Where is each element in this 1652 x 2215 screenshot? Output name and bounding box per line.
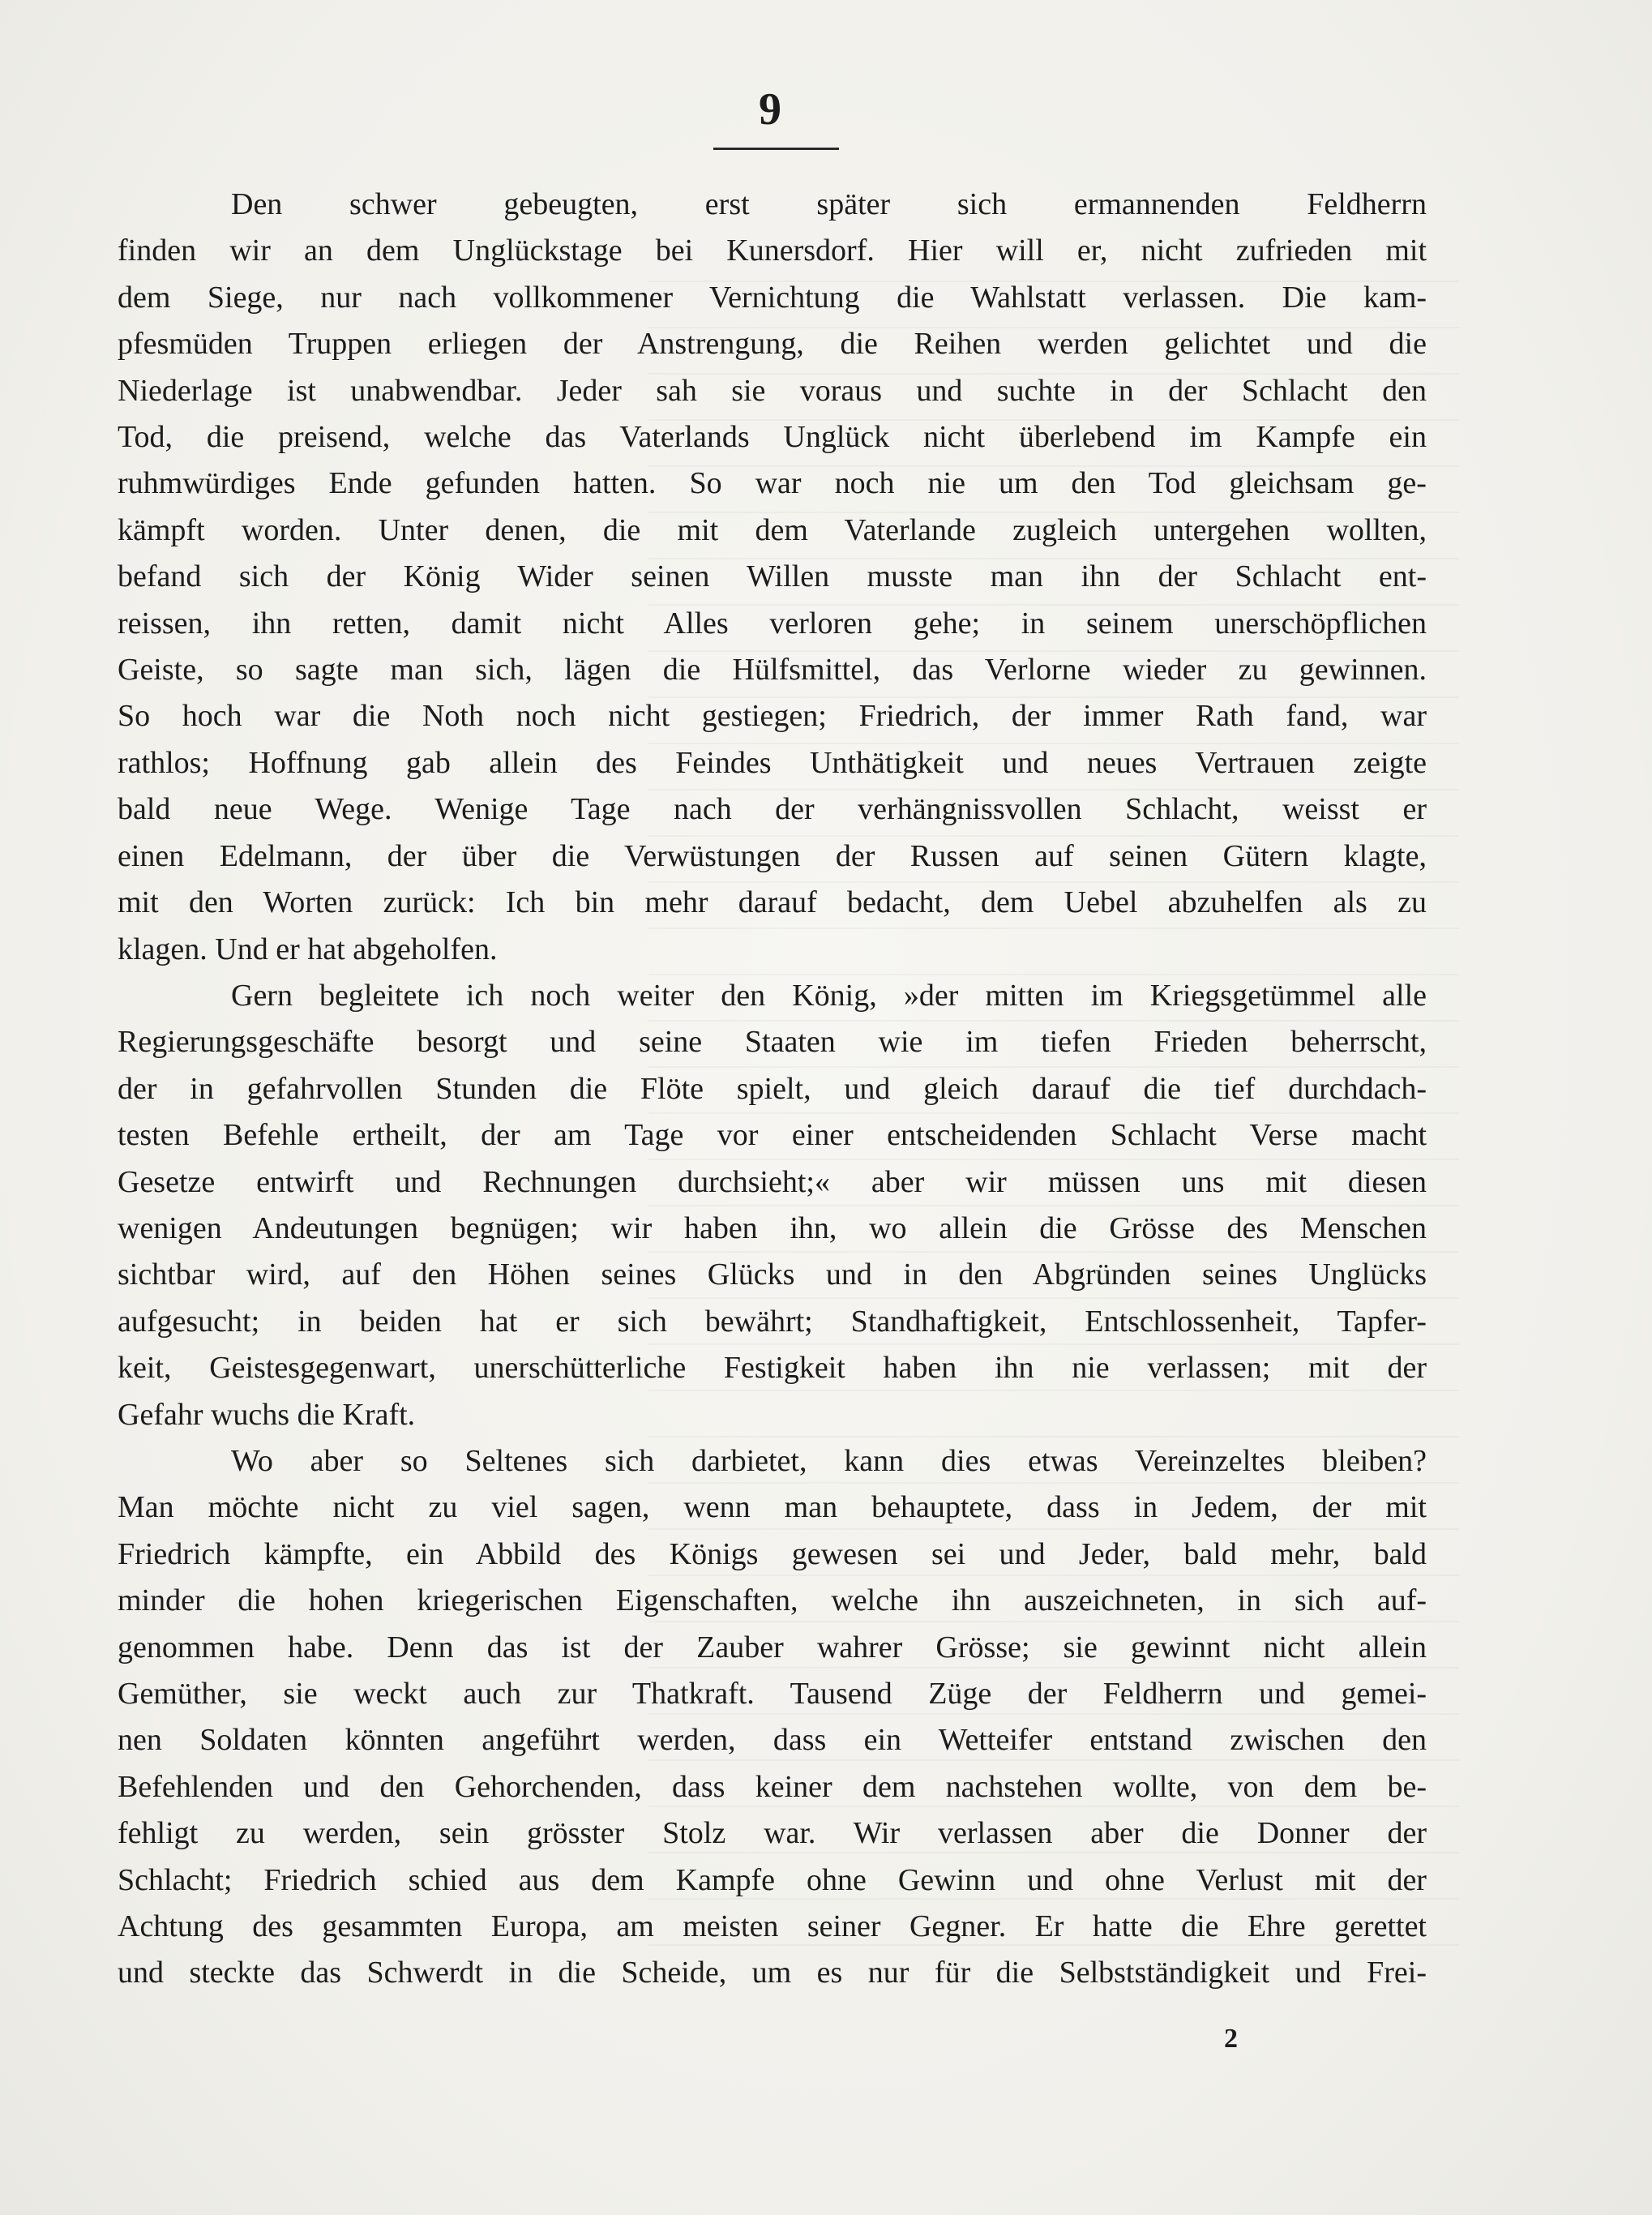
text-line: einen Edelmann, der über die Verwüstungen der Russen auf seinen Gütern klagte, xyxy=(118,838,1427,873)
text-line: keit, Geistesgegenwart, unerschütterliche Festigkeit haben ihn nie verlassen; mit der xyxy=(118,1351,1427,1386)
text-line: aufgesucht; in beiden hat er sich bewährt; Standhaftigkeit, Entschlossenheit, Tapfer- xyxy=(118,1304,1427,1339)
text-line: kämpft worden. Unter denen, die mit dem Vaterlande zugleich untergehen wollten, xyxy=(118,512,1427,547)
header-rule xyxy=(713,148,839,150)
text-line: Schlacht; Friedrich schied aus dem Kampfe ohne Gewinn und ohne Verlust mit der xyxy=(118,1862,1427,1897)
text-line: pfesmüden Truppen erliegen der Anstrengung, die Reihen werden gelichtet und die xyxy=(118,327,1427,362)
text-line: Befehlenden und den Gehorchenden, dass keiner dem nachstehen wollte, von dem be- xyxy=(118,1769,1427,1804)
text-line: fehligt zu werden, sein grösster Stolz war. Wir verlassen aber die Donner der xyxy=(118,1816,1427,1851)
text-line: klagen. Und er hat abgeholfen. xyxy=(118,932,498,966)
paragraph-1 xyxy=(118,182,1427,973)
text-line: ruhmwürdiges Ende gefunden hatten. So war noch nie um den Tod gleichsam ge- xyxy=(118,466,1427,501)
text-line: Regierungsgeschäfte besorgt und seine Staaten wie im tiefen Frieden beherrscht, xyxy=(118,1025,1427,1060)
paragraph-3 xyxy=(118,1438,1427,1997)
text-line: Gefahr wuchs die Kraft. xyxy=(118,1397,416,1432)
text-line: Den schwer gebeugten, erst später sich ermannenden Feldherrn xyxy=(231,187,1427,221)
text-line: dem Siege, nur nach vollkommener Vernichtung die Wahlstatt verlassen. Die kam- xyxy=(118,280,1427,315)
text-line: Gern begleitete ich noch weiter den König, »der mitten im Kriegsgetümmel alle xyxy=(231,978,1427,1013)
text-line: Geiste, so sagte man sich, lägen die Hülfsmittel, das Verlorne wieder zu gewinnen. xyxy=(118,653,1427,688)
page-number: 9 xyxy=(759,84,781,135)
text-line: Gemüther, sie weckt auch zur Thatkraft. Tausend Züge der Feldherrn und gemei- xyxy=(118,1677,1427,1711)
text-line: Friedrich kämpfte, ein Abbild des Königs gewesen sei und Jeder, bald mehr, bald xyxy=(118,1536,1427,1571)
signature-mark: 2 xyxy=(1224,2024,1238,2054)
text-line: nen Soldaten könnten angeführt werden, dass ein Wetteifer entstand zwischen den xyxy=(118,1723,1427,1758)
text-line: Tod, die preisend, welche das Vaterlands Unglück nicht überlebend im Kampfe ein xyxy=(118,420,1427,455)
body-text xyxy=(118,182,1427,1997)
text-line: sichtbar wird, auf den Höhen seines Glücks und in den Abgründen seines Unglücks xyxy=(118,1257,1427,1292)
text-line: minder die hohen kriegerischen Eigenschaften, welche ihn auszeichneten, in sich auf- xyxy=(118,1583,1427,1618)
text-line: Gesetze entwirft und Rechnungen durchsieht;« aber wir müssen uns mit diesen xyxy=(118,1164,1427,1199)
text-line: befand sich der König Wider seinen Willen musste man ihn der Schlacht ent- xyxy=(118,559,1427,594)
text-line: reissen, ihn retten, damit nicht Alles verloren gehe; in seinem unerschöpflichen xyxy=(118,606,1427,641)
text-line: genommen habe. Denn das ist der Zauber wahrer Grösse; sie gewinnt nicht allein xyxy=(118,1630,1427,1664)
text-line: finden wir an dem Unglückstage bei Kunersdorf. Hier will er, nicht zufrieden mit xyxy=(118,233,1427,268)
text-line: Man möchte nicht zu viel sagen, wenn man behauptete, dass in Jedem, der mit xyxy=(118,1490,1427,1525)
text-line: Wo aber so Seltenes sich darbietet, kann dies etwas Vereinzeltes bleiben? xyxy=(231,1443,1427,1478)
text-line: So hoch war die Noth noch nicht gestiegen; Friedrich, der immer Rath fand, war xyxy=(118,699,1427,734)
text-line: rathlos; Hoffnung gab allein des Feindes Unthätigkeit und neues Vertrauen zeigte xyxy=(118,745,1427,780)
text-line: der in gefahrvollen Stunden die Flöte spielt, und gleich darauf die tief durchdach- xyxy=(118,1071,1427,1106)
text-line: mit den Worten zurück: Ich bin mehr darauf bedacht, dem Uebel abzuhelfen als zu xyxy=(118,885,1427,920)
text-line: wenigen Andeutungen begnügen; wir haben ihn, wo allein die Grösse des Menschen xyxy=(118,1210,1427,1245)
text-line: testen Befehle ertheilt, der am Tage vor einer entscheidenden Schlacht Verse macht xyxy=(118,1118,1427,1153)
text-line: und steckte das Schwerdt in die Scheide, um es nur für die Selbstständigkeit und Frei- xyxy=(118,1956,1427,1990)
paragraph-2 xyxy=(118,973,1427,1438)
text-line: bald neue Wege. Wenige Tage nach der verhängnissvollen Schlacht, weisst er xyxy=(118,792,1427,827)
text-line: Achtung des gesammten Europa, am meisten seiner Gegner. Er hatte die Ehre gerettet xyxy=(118,1909,1427,1944)
text-line: Niederlage ist unabwendbar. Jeder sah sie voraus und suchte in der Schlacht den xyxy=(118,373,1427,408)
